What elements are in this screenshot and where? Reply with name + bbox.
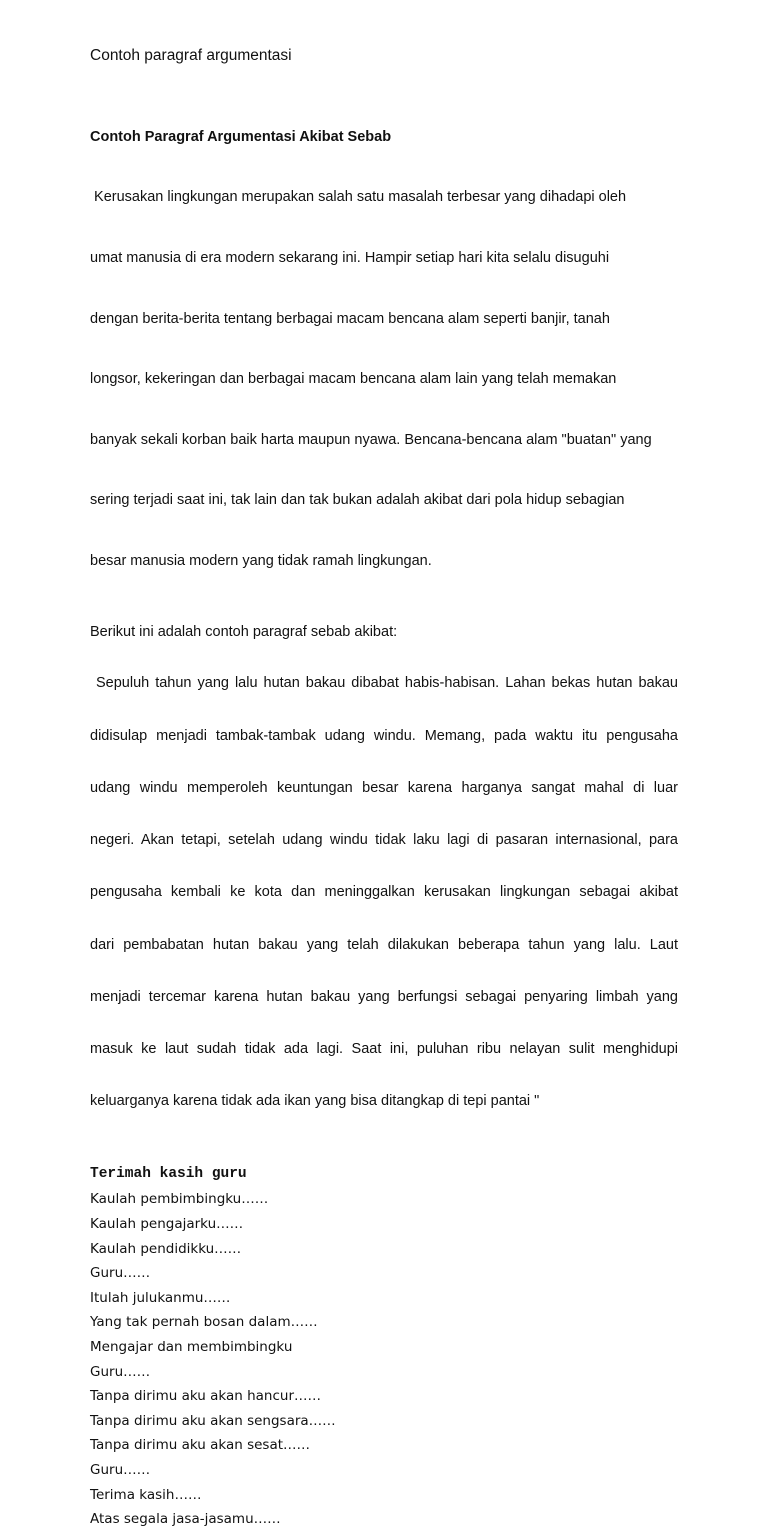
paragraph-line: umat manusia di era modern sekarang ini. Hampir setiap hari kita selalu disuguhi xyxy=(90,250,610,267)
paragraph-line: sering terjadi saat ini, tak lain dan tak bukan adalah akibat dari pola hidup sebagian xyxy=(90,492,625,509)
intro-text: Berikut ini adalah contoh paragraf sebab akibat: xyxy=(90,623,398,640)
paragraph-line: Sepuluh tahun yang lalu hutan bakau dibabat habis-habisan. Lahan bekas hutan bakau xyxy=(90,675,678,692)
paragraph-line: masuk ke laut sudah tidak ada lagi. Saat ini, puluhan ribu nelayan sulit menghidupi xyxy=(90,1041,678,1058)
poem-line: Kaulah pendidikku…… xyxy=(90,1240,242,1257)
poem-line: Yang tak pernah bosan dalam…… xyxy=(90,1314,318,1331)
poem-line: Itulah julukanmu…… xyxy=(90,1289,231,1306)
paragraph-line: menjadi tercemar karena hutan bakau yang berfungsi sebagai penyaring limbah yang xyxy=(90,988,678,1005)
poem-line: Terima kasih…… xyxy=(90,1486,202,1503)
poem-line: Guru…… xyxy=(90,1265,151,1282)
poem-line: Tanpa dirimu aku akan hancur…… xyxy=(90,1388,322,1405)
document-title: Contoh paragraf argumentasi xyxy=(90,47,292,64)
poem-line: Tanpa dirimu aku akan sesat…… xyxy=(90,1437,311,1454)
paragraph-line: banyak sekali korban baik harta maupun nyawa. Bencana-bencana alam "buatan" yang xyxy=(90,431,652,448)
poem-line: Kaulah pembimbingku…… xyxy=(90,1191,269,1208)
poem-line: Kaulah pengajarku…… xyxy=(90,1216,244,1233)
poem-line: Tanpa dirimu aku akan sengsara…… xyxy=(90,1412,336,1429)
paragraph-line: didisulap menjadi tambak-tambak udang windu. Memang, pada waktu itu pengusaha xyxy=(90,727,678,744)
paragraph-line: pengusaha kembali ke kota dan meninggalkan kerusakan lingkungan sebagai akibat xyxy=(90,884,678,901)
poem-line: Atas segala jasa-jasamu…… xyxy=(90,1511,281,1528)
paragraph-line: negeri. Akan tetapi, setelah udang windu tidak laku lagi di pasaran internasional, para xyxy=(90,832,678,849)
poem-line: Mengajar dan membimbingku xyxy=(90,1339,293,1356)
paragraph-line: udang windu memperoleh keuntungan besar karena harganya sangat mahal di luar xyxy=(90,779,678,796)
paragraph-akibat-sebab xyxy=(90,147,710,612)
paragraph-line: keluarganya karena tidak ada ikan yang bisa ditangkap di tepi pantai " xyxy=(90,1093,540,1110)
poem-title: Terimah kasih guru xyxy=(90,1166,247,1183)
paragraph-sebab-akibat xyxy=(90,641,678,1146)
paragraph-line: Kerusakan lingkungan merupakan salah satu masalah terbesar yang dihadapi oleh xyxy=(90,189,627,206)
poem-line: Guru…… xyxy=(90,1461,151,1478)
poem xyxy=(90,1187,768,1531)
poem-line: Guru…… xyxy=(90,1363,151,1380)
paragraph-line: longsor, kekeringan dan berbagai macam bencana alam lain yang telah memakan xyxy=(90,371,617,388)
section-heading: Contoh Paragraf Argumentasi Akibat Sebab xyxy=(90,129,392,145)
paragraph-line: besar manusia modern yang tidak ramah lingkungan. xyxy=(90,553,432,570)
paragraph-line: dari pembabatan hutan bakau yang telah dilakukan beberapa tahun yang lalu. Laut xyxy=(90,936,678,953)
paragraph-line: dengan berita-berita tentang berbagai macam bencana alam seperti banjir, tanah xyxy=(90,310,610,327)
